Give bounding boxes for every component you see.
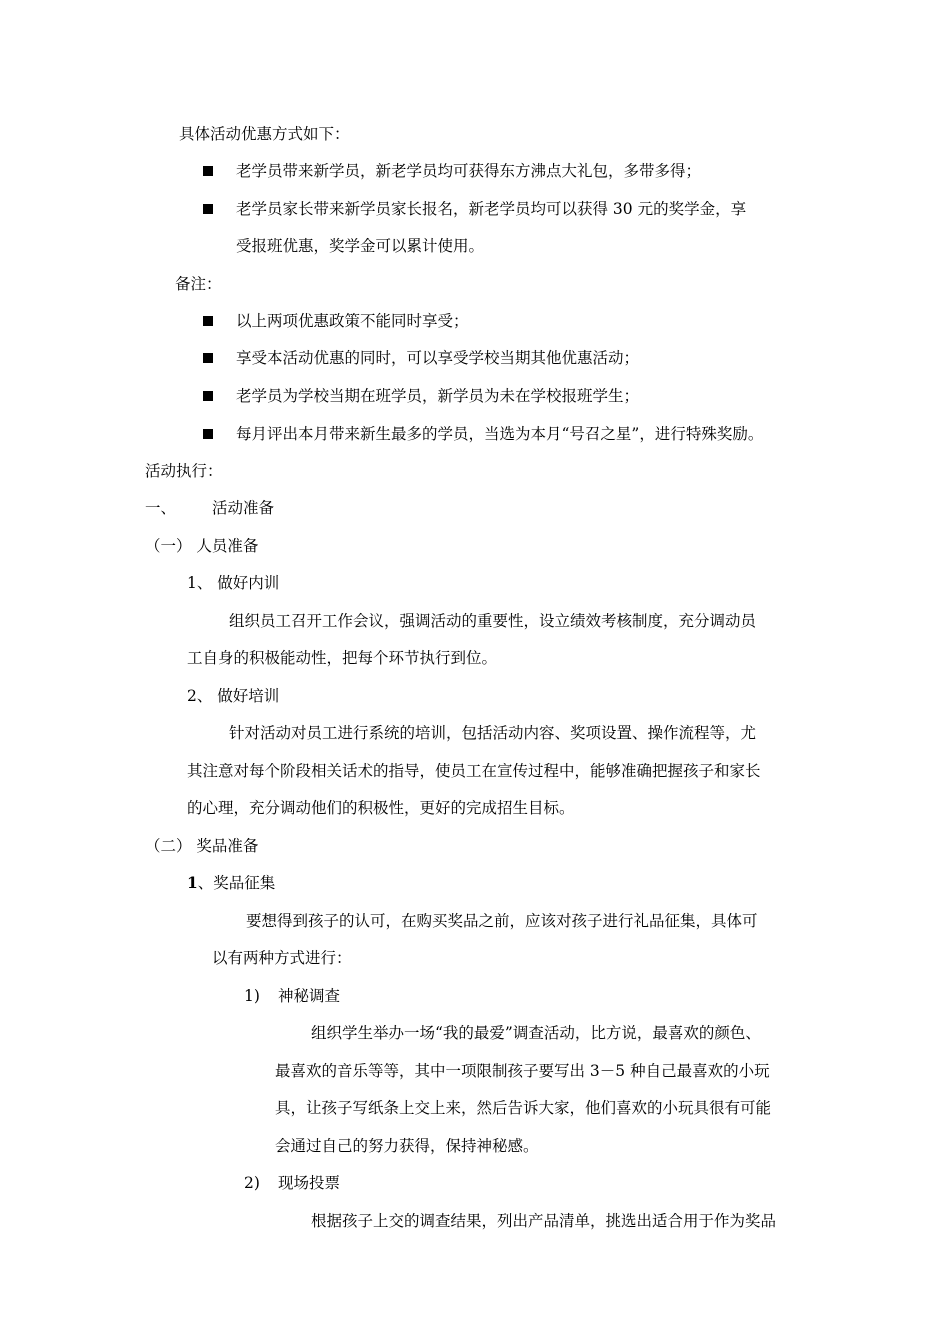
section-1-title: 活动准备 bbox=[212, 499, 275, 517]
method-2-title: 现场投票 bbox=[278, 1174, 341, 1192]
method-1-paragraph-line: 组织学生举办一场“我的最爱”调查活动，比方说，最喜欢的颜色、 bbox=[311, 1024, 761, 1042]
offer-item-1: 老学员带来新学员，新老学员均可获得东方沸点大礼包，多带多得； bbox=[236, 162, 702, 180]
method-2-paragraph-line: 根据孩子上交的调查结果，列出产品清单，挑选出适合用于作为奖品 bbox=[311, 1212, 777, 1230]
note-item-2: 享受本活动优惠的同时，可以享受学校当期其他优惠活动； bbox=[236, 349, 640, 367]
item-2-heading: 2、 做好培训 bbox=[187, 687, 280, 705]
bullet-square-icon bbox=[203, 429, 213, 439]
offer-item-2-cont: 受报班优惠，奖学金可以累计使用。 bbox=[236, 237, 485, 255]
method-1-number: 1) bbox=[244, 987, 260, 1005]
prize-collection-heading bbox=[187, 873, 275, 893]
offer-item-2: 老学员家长带来新学员家长报名，新老学员均可以获得 30 元的奖学金，享 bbox=[236, 200, 747, 218]
item-1-paragraph-line: 工自身的积极能动性，把每个环节执行到位。 bbox=[187, 649, 498, 667]
exec-heading: 活动执行： bbox=[145, 462, 223, 480]
note-item-3: 老学员为学校当期在班学员，新学员为未在学校报班学生； bbox=[236, 387, 640, 405]
prize-paragraph-line: 以有两种方式进行： bbox=[212, 949, 352, 967]
subsection-1-heading: （一） 人员准备 bbox=[145, 537, 259, 555]
item-1-heading: 1、 做好内训 bbox=[187, 574, 280, 592]
subsection-2-heading: （二） 奖品准备 bbox=[145, 837, 259, 855]
intro-line: 具体活动优惠方式如下： bbox=[179, 125, 350, 143]
section-1-number: 一、 bbox=[145, 499, 177, 517]
bullet-square-icon bbox=[203, 353, 213, 363]
bullet-square-icon bbox=[203, 166, 213, 176]
notes-label: 备注： bbox=[175, 275, 222, 293]
item-1-paragraph-line: 组织员工召开工作会议，强调活动的重要性，设立绩效考核制度，充分调动员 bbox=[229, 612, 757, 630]
bullet-square-icon bbox=[203, 204, 213, 214]
item-2-paragraph-line: 其注意对每个阶段相关话术的指导，使员工在宣传过程中，能够准确把握孩子和家长 bbox=[187, 762, 761, 780]
method-1-paragraph-line: 最喜欢的音乐等等，其中一项限制孩子要写出 3－5 种自己最喜欢的小玩 bbox=[275, 1062, 770, 1080]
method-1-title: 神秘调查 bbox=[278, 987, 341, 1005]
prize-number: 1 bbox=[187, 873, 198, 892]
method-1-paragraph-line: 具，让孩子写纸条上交上来，然后告诉大家，他们喜欢的小玩具很有可能 bbox=[275, 1099, 772, 1117]
item-2-paragraph-line: 的心理，充分调动他们的积极性，更好的完成招生目标。 bbox=[187, 799, 575, 817]
item-2-paragraph-line: 针对活动对员工进行系统的培训，包括活动内容、奖项设置、操作流程等，尤 bbox=[229, 724, 757, 742]
prize-paragraph-line: 要想得到孩子的认可，在购买奖品之前，应该对孩子进行礼品征集，具体可 bbox=[246, 912, 758, 930]
prize-title: 、奖品征集 bbox=[197, 874, 276, 892]
bullet-square-icon bbox=[203, 391, 213, 401]
note-item-4: 每月评出本月带来新生最多的学员，当选为本月“号召之星”，进行特殊奖励。 bbox=[236, 425, 764, 443]
note-item-1: 以上两项优惠政策不能同时享受； bbox=[236, 312, 469, 330]
method-1-paragraph-line: 会通过自己的努力获得，保持神秘感。 bbox=[275, 1137, 539, 1155]
bullet-square-icon bbox=[203, 316, 213, 326]
method-2-number: 2) bbox=[244, 1174, 260, 1192]
